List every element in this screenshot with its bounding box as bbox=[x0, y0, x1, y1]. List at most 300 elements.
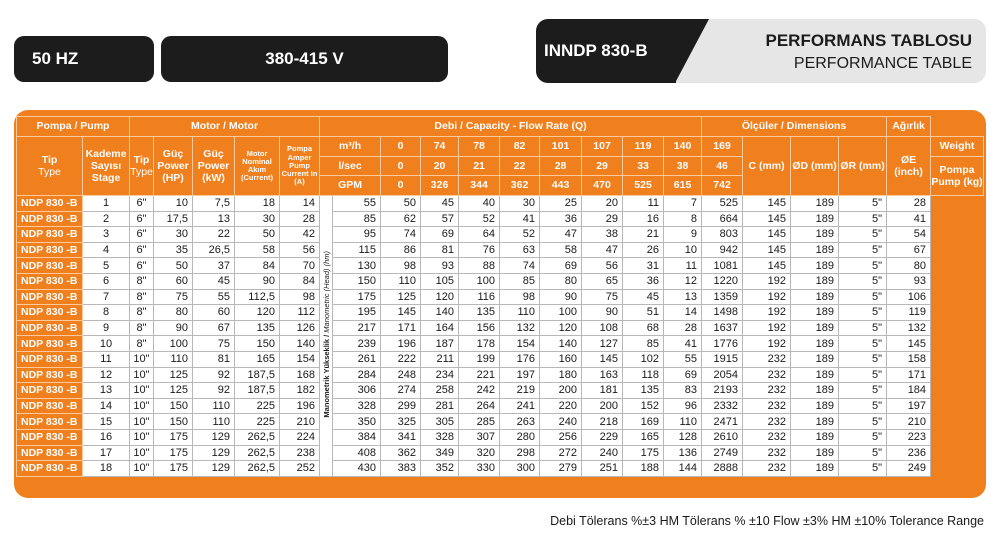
table-cell: 125 bbox=[154, 383, 193, 399]
table-cell: 42 bbox=[280, 227, 320, 243]
table-cell: 242 bbox=[459, 383, 500, 399]
flow-lsec-5: 29 bbox=[582, 157, 623, 176]
flow-gpm-6: 525 bbox=[623, 176, 664, 196]
group-dimensions: Ölçüler / Dimensions bbox=[702, 117, 887, 137]
table-cell: 6" bbox=[130, 258, 154, 274]
table-cell: 180 bbox=[540, 367, 582, 383]
table-cell: 81 bbox=[421, 242, 459, 258]
table-cell: 5" bbox=[839, 305, 887, 321]
table-cell: 4 bbox=[83, 242, 130, 258]
table-cell: 118 bbox=[623, 367, 664, 383]
table-cell: 105 bbox=[421, 273, 459, 289]
table-cell: 189 bbox=[791, 320, 839, 336]
table-cell: 81 bbox=[193, 351, 235, 367]
row-type-cell: NDP 830 -B bbox=[17, 445, 83, 461]
table-cell: 352 bbox=[421, 461, 459, 477]
table-cell: 175 bbox=[154, 445, 193, 461]
col-tip bbox=[17, 137, 83, 196]
table-cell: 10" bbox=[130, 383, 154, 399]
table-cell: 75 bbox=[154, 289, 193, 305]
table-cell: 189 bbox=[791, 273, 839, 289]
table-cell: 264 bbox=[459, 398, 500, 414]
table-cell: 20 bbox=[582, 196, 623, 212]
table-cell: 10" bbox=[130, 351, 154, 367]
table-cell: 13 bbox=[193, 211, 235, 227]
table-cell: 156 bbox=[459, 320, 500, 336]
table-cell: 232 bbox=[743, 414, 791, 430]
table-cell: 189 bbox=[791, 305, 839, 321]
col-motor-tip-tr: Tip bbox=[133, 153, 150, 166]
table-cell: 229 bbox=[582, 429, 623, 445]
table-cell: 18 bbox=[235, 196, 280, 212]
table-cell: 28 bbox=[887, 196, 931, 212]
table-cell: 55 bbox=[193, 289, 235, 305]
table-cell: 110 bbox=[193, 398, 235, 414]
table-cell: 95 bbox=[333, 227, 381, 243]
table-cell: 50 bbox=[154, 258, 193, 274]
table-cell: 67 bbox=[887, 242, 931, 258]
table-cell: 83 bbox=[664, 383, 702, 399]
table-cell: 188 bbox=[623, 461, 664, 477]
table-row bbox=[17, 429, 984, 445]
table-cell: 130 bbox=[333, 258, 381, 274]
table-cell: 2193 bbox=[702, 383, 743, 399]
flow-m3h-3: 82 bbox=[500, 137, 540, 157]
flow-m3h-8: 169 bbox=[702, 137, 743, 157]
table-cell: 38 bbox=[582, 227, 623, 243]
table-cell: 11 bbox=[623, 196, 664, 212]
table-cell: 211 bbox=[421, 351, 459, 367]
table-cell: 383 bbox=[381, 461, 421, 477]
table-cell: 16 bbox=[83, 429, 130, 445]
row-type-cell: NDP 830 -B bbox=[17, 305, 83, 321]
table-cell: 11 bbox=[83, 351, 130, 367]
table-cell: 7 bbox=[83, 289, 130, 305]
col-tip-en: Type bbox=[38, 166, 61, 178]
table-cell: 145 bbox=[743, 196, 791, 212]
table-cell: 5" bbox=[839, 320, 887, 336]
table-cell: 126 bbox=[280, 320, 320, 336]
table-cell: 16 bbox=[623, 211, 664, 227]
table-cell: 70 bbox=[280, 258, 320, 274]
table-cell: 175 bbox=[154, 429, 193, 445]
table-cell: 93 bbox=[421, 258, 459, 274]
table-cell: 10" bbox=[130, 367, 154, 383]
table-cell: 25 bbox=[540, 196, 582, 212]
head-axis-text bbox=[322, 251, 331, 418]
flow-gpm-0: 0 bbox=[381, 176, 421, 196]
table-cell: 145 bbox=[743, 242, 791, 258]
table-cell: 252 bbox=[280, 461, 320, 477]
flow-gpm-1: 326 bbox=[421, 176, 459, 196]
table-cell: 128 bbox=[664, 429, 702, 445]
table-cell: 279 bbox=[540, 461, 582, 477]
table-cell: 158 bbox=[887, 351, 931, 367]
table-cell: 6" bbox=[130, 196, 154, 212]
table-cell: 189 bbox=[791, 461, 839, 477]
table-cell: 85 bbox=[333, 211, 381, 227]
table-cell: 150 bbox=[235, 336, 280, 352]
table-cell: 96 bbox=[664, 398, 702, 414]
table-cell: 92 bbox=[193, 367, 235, 383]
table-cell: 408 bbox=[333, 445, 381, 461]
table-cell: 2888 bbox=[702, 461, 743, 477]
table-cell: 164 bbox=[421, 320, 459, 336]
table-cell: 63 bbox=[500, 242, 540, 258]
flow-lsec-6: 33 bbox=[623, 157, 664, 176]
table-cell: 218 bbox=[582, 414, 623, 430]
table-cell: 2749 bbox=[702, 445, 743, 461]
table-cell: 80 bbox=[154, 305, 193, 321]
table-cell: 196 bbox=[280, 398, 320, 414]
table-cell: 251 bbox=[582, 461, 623, 477]
table-cell: 10" bbox=[130, 414, 154, 430]
table-cell: 12 bbox=[83, 367, 130, 383]
table-cell: 189 bbox=[791, 242, 839, 258]
table-cell: 47 bbox=[540, 227, 582, 243]
table-cell: 58 bbox=[540, 242, 582, 258]
table-cell: 192 bbox=[743, 289, 791, 305]
frequency-label: 50 HZ bbox=[14, 36, 154, 82]
table-cell: 1776 bbox=[702, 336, 743, 352]
table-cell: 98 bbox=[381, 258, 421, 274]
table-cell: 36 bbox=[540, 211, 582, 227]
table-cell: 57 bbox=[421, 211, 459, 227]
table-cell: 10 bbox=[664, 242, 702, 258]
flow-gpm-3: 362 bbox=[500, 176, 540, 196]
table-cell: 189 bbox=[791, 445, 839, 461]
table-cell: 75 bbox=[193, 336, 235, 352]
table-cell: 69 bbox=[664, 367, 702, 383]
table-cell: 223 bbox=[887, 429, 931, 445]
title-en: PERFORMANCE TABLE bbox=[793, 55, 972, 72]
table-cell: 136 bbox=[664, 445, 702, 461]
table-cell: 184 bbox=[887, 383, 931, 399]
flow-m3h-6: 119 bbox=[623, 137, 664, 157]
table-cell: 175 bbox=[623, 445, 664, 461]
table-cell: 349 bbox=[421, 445, 459, 461]
table-cell: 5" bbox=[839, 383, 887, 399]
table-row bbox=[17, 398, 984, 414]
flow-m3h-5: 107 bbox=[582, 137, 623, 157]
table-cell: 256 bbox=[540, 429, 582, 445]
table-cell: 54 bbox=[887, 227, 931, 243]
table-cell: 145 bbox=[381, 305, 421, 321]
flow-lsec-3: 22 bbox=[500, 157, 540, 176]
table-cell: 127 bbox=[582, 336, 623, 352]
table-cell: 56 bbox=[582, 258, 623, 274]
table-cell: 220 bbox=[540, 398, 582, 414]
table-cell: 120 bbox=[540, 320, 582, 336]
col-tip-tr: Tip bbox=[41, 153, 58, 166]
table-row bbox=[17, 461, 984, 477]
table-cell: 224 bbox=[280, 429, 320, 445]
table-cell: 232 bbox=[743, 367, 791, 383]
table-row bbox=[17, 258, 984, 274]
table-cell: 7 bbox=[664, 196, 702, 212]
table-cell: 197 bbox=[500, 367, 540, 383]
table-cell: 5" bbox=[839, 351, 887, 367]
table-cell: 305 bbox=[421, 414, 459, 430]
table-cell: 30 bbox=[500, 196, 540, 212]
table-cell: 100 bbox=[154, 336, 193, 352]
table-cell: 37 bbox=[193, 258, 235, 274]
col-motor-tip bbox=[130, 137, 154, 196]
tolerance-note: Debi Tölerans %±3 HM Tölerans % ±10 Flow ±3% HM ±10% Tolerance Range bbox=[550, 514, 984, 528]
table-cell: 189 bbox=[791, 414, 839, 430]
table-cell: 189 bbox=[791, 351, 839, 367]
table-cell: 13 bbox=[664, 289, 702, 305]
table-cell: 1081 bbox=[702, 258, 743, 274]
table-cell: 30 bbox=[154, 227, 193, 243]
col-motor-tip-en: Type bbox=[130, 166, 153, 178]
table-cell: 67 bbox=[193, 320, 235, 336]
table-cell: 154 bbox=[500, 336, 540, 352]
table-row bbox=[17, 196, 984, 212]
table-cell: 5" bbox=[839, 211, 887, 227]
table-row bbox=[17, 305, 984, 321]
table-cell: 5" bbox=[839, 398, 887, 414]
table-cell: 62 bbox=[381, 211, 421, 227]
table-cell: 175 bbox=[333, 289, 381, 305]
table-cell: 189 bbox=[791, 383, 839, 399]
row-type-cell: NDP 830 -B bbox=[17, 289, 83, 305]
flow-m3h-7: 140 bbox=[664, 137, 702, 157]
table-cell: 100 bbox=[459, 273, 500, 289]
table-cell: 232 bbox=[743, 461, 791, 477]
table-cell: 110 bbox=[500, 305, 540, 321]
col-pump-current: Pompa Amper Pump Current In (A) bbox=[280, 137, 320, 196]
table-cell: 10 bbox=[83, 336, 130, 352]
table-cell: 187 bbox=[421, 336, 459, 352]
table-cell: 125 bbox=[381, 289, 421, 305]
table-cell: 74 bbox=[381, 227, 421, 243]
col-power-kw: Güç Power (kW) bbox=[193, 137, 235, 196]
table-cell: 26,5 bbox=[193, 242, 235, 258]
table-cell: 6" bbox=[130, 211, 154, 227]
row-type-cell: NDP 830 -B bbox=[17, 258, 83, 274]
table-cell: 135 bbox=[235, 320, 280, 336]
table-cell: 160 bbox=[540, 351, 582, 367]
row-type-cell: NDP 830 -B bbox=[17, 398, 83, 414]
table-cell: 68 bbox=[623, 320, 664, 336]
table-cell: 51 bbox=[623, 305, 664, 321]
table-cell: 69 bbox=[540, 258, 582, 274]
table-cell: 171 bbox=[381, 320, 421, 336]
table-cell: 274 bbox=[381, 383, 421, 399]
table-cell: 6" bbox=[130, 227, 154, 243]
table-cell: 176 bbox=[500, 351, 540, 367]
table-cell: 241 bbox=[500, 398, 540, 414]
table-cell: 320 bbox=[459, 445, 500, 461]
table-cell: 140 bbox=[280, 336, 320, 352]
table-cell: 5" bbox=[839, 242, 887, 258]
table-cell: 234 bbox=[421, 367, 459, 383]
table-cell: 50 bbox=[235, 227, 280, 243]
table-cell: 803 bbox=[702, 227, 743, 243]
table-cell: 2332 bbox=[702, 398, 743, 414]
table-cell: 145 bbox=[743, 211, 791, 227]
model-name: INNDP 830-B bbox=[544, 41, 648, 60]
table-cell: 50 bbox=[381, 196, 421, 212]
table-cell: 178 bbox=[459, 336, 500, 352]
table-cell: 145 bbox=[743, 258, 791, 274]
table-cell: 152 bbox=[623, 398, 664, 414]
row-type-cell: NDP 830 -B bbox=[17, 429, 83, 445]
table-cell: 80 bbox=[887, 258, 931, 274]
table-cell: 135 bbox=[459, 305, 500, 321]
table-cell: 263 bbox=[500, 414, 540, 430]
table-cell: 284 bbox=[333, 367, 381, 383]
table-cell: 189 bbox=[791, 289, 839, 305]
flow-gpm-4: 443 bbox=[540, 176, 582, 196]
table-cell: 74 bbox=[500, 258, 540, 274]
table-cell: 189 bbox=[791, 196, 839, 212]
table-cell: 35 bbox=[154, 242, 193, 258]
table-cell: 192 bbox=[743, 305, 791, 321]
table-cell: 384 bbox=[333, 429, 381, 445]
table-cell: 217 bbox=[333, 320, 381, 336]
table-cell: 18 bbox=[83, 461, 130, 477]
table-cell: 187,5 bbox=[235, 367, 280, 383]
table-cell: 45 bbox=[623, 289, 664, 305]
table-cell: 298 bbox=[500, 445, 540, 461]
group-pump: Pompa / Pump bbox=[17, 117, 130, 137]
table-cell: 129 bbox=[193, 429, 235, 445]
table-cell: 171 bbox=[887, 367, 931, 383]
table-cell: 55 bbox=[664, 351, 702, 367]
table-cell: 195 bbox=[333, 305, 381, 321]
dim-od: ØD (mm) bbox=[791, 137, 839, 196]
head-label-bold: Manometrik Yükseklik / bbox=[321, 332, 331, 418]
table-cell: 28 bbox=[664, 320, 702, 336]
table-cell: 1498 bbox=[702, 305, 743, 321]
table-cell: 110 bbox=[664, 414, 702, 430]
table-cell: 93 bbox=[887, 273, 931, 289]
table-row bbox=[17, 273, 984, 289]
table-cell: 189 bbox=[791, 227, 839, 243]
table-cell: 2 bbox=[83, 211, 130, 227]
row-type-cell: NDP 830 -B bbox=[17, 273, 83, 289]
table-row bbox=[17, 336, 984, 352]
table-cell: 182 bbox=[280, 383, 320, 399]
table-cell: 189 bbox=[791, 398, 839, 414]
table-cell: 31 bbox=[623, 258, 664, 274]
table-row bbox=[17, 383, 984, 399]
table-cell: 15 bbox=[83, 414, 130, 430]
table-cell: 350 bbox=[333, 414, 381, 430]
table-cell: 17 bbox=[83, 445, 130, 461]
table-cell: 90 bbox=[235, 273, 280, 289]
table-cell: 5" bbox=[839, 258, 887, 274]
table-cell: 65 bbox=[582, 273, 623, 289]
table-cell: 47 bbox=[582, 242, 623, 258]
table-cell: 145 bbox=[743, 227, 791, 243]
table-cell: 92 bbox=[193, 383, 235, 399]
table-cell: 90 bbox=[154, 320, 193, 336]
row-type-cell: NDP 830 -B bbox=[17, 461, 83, 477]
table-cell: 132 bbox=[887, 320, 931, 336]
table-cell: 110 bbox=[154, 351, 193, 367]
table-cell: 10" bbox=[130, 398, 154, 414]
table-cell: 60 bbox=[154, 273, 193, 289]
table-cell: 192 bbox=[743, 273, 791, 289]
table-cell: 9 bbox=[83, 320, 130, 336]
table-cell: 262,5 bbox=[235, 445, 280, 461]
table-cell: 330 bbox=[459, 461, 500, 477]
table-cell: 430 bbox=[333, 461, 381, 477]
table-cell: 13 bbox=[83, 383, 130, 399]
group-motor: Motor / Motor bbox=[130, 117, 320, 137]
table-cell: 119 bbox=[887, 305, 931, 321]
table-cell: 28 bbox=[280, 211, 320, 227]
table-cell: 36 bbox=[623, 273, 664, 289]
table-cell: 58 bbox=[235, 242, 280, 258]
table-cell: 10" bbox=[130, 445, 154, 461]
table-cell: 239 bbox=[333, 336, 381, 352]
table-cell: 84 bbox=[235, 258, 280, 274]
table-cell: 100 bbox=[540, 305, 582, 321]
table-cell: 189 bbox=[791, 211, 839, 227]
table-cell: 135 bbox=[623, 383, 664, 399]
table-cell: 222 bbox=[381, 351, 421, 367]
flow-m3h-1: 74 bbox=[421, 137, 459, 157]
table-cell: 2610 bbox=[702, 429, 743, 445]
table-cell: 5" bbox=[839, 273, 887, 289]
table-cell: 300 bbox=[500, 461, 540, 477]
table-row bbox=[17, 367, 984, 383]
table-cell: 232 bbox=[743, 445, 791, 461]
table-cell: 12 bbox=[664, 273, 702, 289]
table-cell: 30 bbox=[235, 211, 280, 227]
col-weight: Pompa Pump (kg) bbox=[931, 157, 984, 196]
table-cell: 2054 bbox=[702, 367, 743, 383]
table-row bbox=[17, 211, 984, 227]
table-cell: 14 bbox=[83, 398, 130, 414]
table-cell: 75 bbox=[582, 289, 623, 305]
table-cell: 285 bbox=[459, 414, 500, 430]
table-cell: 22 bbox=[193, 227, 235, 243]
table-cell: 129 bbox=[193, 461, 235, 477]
table-cell: 10" bbox=[130, 461, 154, 477]
table-cell: 525 bbox=[702, 196, 743, 212]
table-cell: 88 bbox=[459, 258, 500, 274]
table-cell: 112,5 bbox=[235, 289, 280, 305]
table-cell: 125 bbox=[154, 367, 193, 383]
table-cell: 108 bbox=[582, 320, 623, 336]
table-cell: 120 bbox=[421, 289, 459, 305]
table-row bbox=[17, 320, 984, 336]
table-cell: 5" bbox=[839, 227, 887, 243]
table-cell: 3 bbox=[83, 227, 130, 243]
table-cell: 129 bbox=[193, 445, 235, 461]
table-cell: 102 bbox=[623, 351, 664, 367]
table-cell: 280 bbox=[500, 429, 540, 445]
flow-m3h-0: 0 bbox=[381, 137, 421, 157]
head-axis-label bbox=[320, 196, 333, 477]
table-cell: 221 bbox=[459, 367, 500, 383]
table-cell: 299 bbox=[381, 398, 421, 414]
row-type-cell: NDP 830 -B bbox=[17, 196, 83, 212]
table-cell: 281 bbox=[421, 398, 459, 414]
table-cell: 26 bbox=[623, 242, 664, 258]
table-cell: 200 bbox=[540, 383, 582, 399]
table-cell: 165 bbox=[235, 351, 280, 367]
table-cell: 240 bbox=[540, 414, 582, 430]
row-type-cell: NDP 830 -B bbox=[17, 414, 83, 430]
flow-lsec-0: 0 bbox=[381, 157, 421, 176]
row-type-cell: NDP 830 -B bbox=[17, 320, 83, 336]
